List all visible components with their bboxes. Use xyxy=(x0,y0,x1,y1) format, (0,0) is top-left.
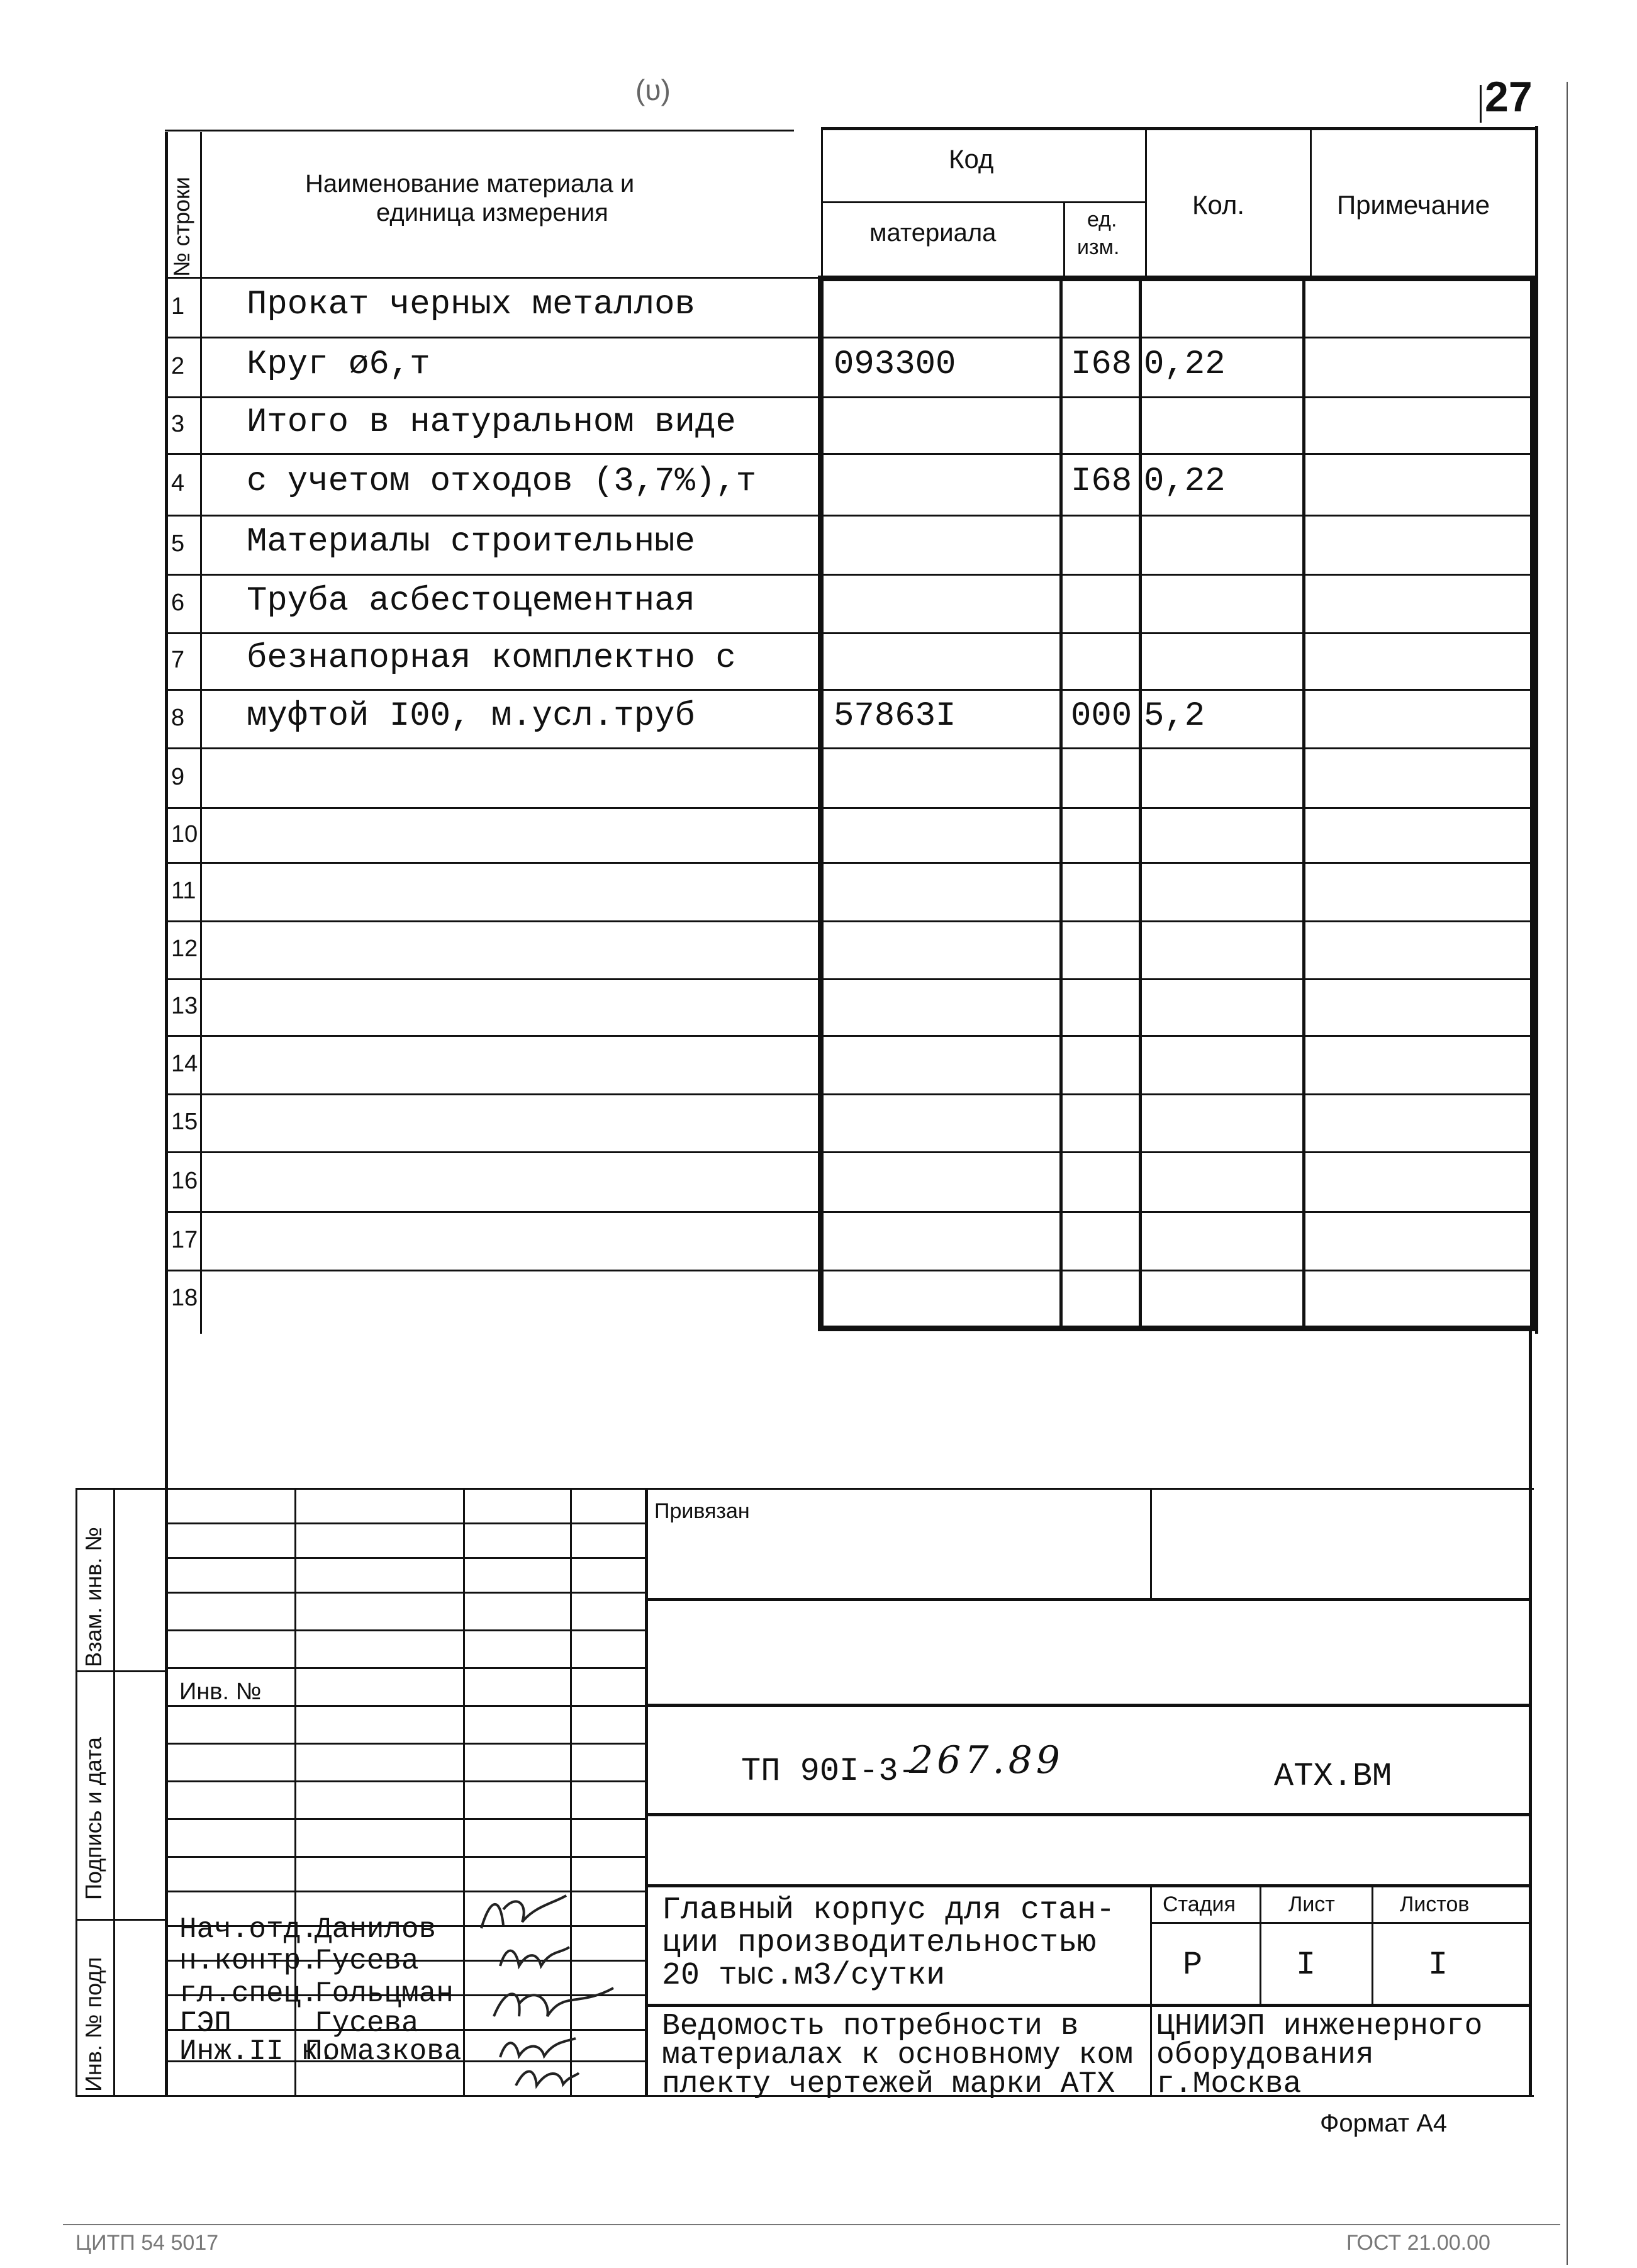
row-divider xyxy=(165,574,1533,576)
side-column-right xyxy=(113,1488,115,2095)
row-number: 8 xyxy=(171,704,185,731)
page-number: 27 xyxy=(1485,73,1533,121)
signatory-name: Гусева xyxy=(315,1945,419,1977)
doc-mark: АТХ.ВМ xyxy=(1274,1758,1392,1795)
row-divider xyxy=(165,978,1533,980)
row-number: 6 xyxy=(171,589,185,616)
row-number: 10 xyxy=(171,820,198,847)
page-number-tick xyxy=(1480,85,1482,123)
hdr-qty: Кол. xyxy=(1192,190,1245,220)
hdr-code-split xyxy=(821,201,1145,203)
row-name: Труба асбестоцементная xyxy=(247,581,695,620)
rs-line-1 xyxy=(645,1598,1532,1601)
row-divider xyxy=(165,747,1533,749)
row-code: 093300 xyxy=(834,345,956,384)
body-col-note-left xyxy=(1302,276,1305,1331)
signatory-role: н.контр. xyxy=(179,1945,318,1977)
hdr-unit-1: ед. xyxy=(1087,208,1117,232)
table-col-num-right xyxy=(200,132,202,1334)
hdr-row-number: № строки xyxy=(169,176,194,277)
row-number: 13 xyxy=(171,993,198,1019)
privyazan-label: Привязан xyxy=(654,1499,750,1523)
rs-col-stage xyxy=(1150,1884,1152,2095)
stamp-grid-line xyxy=(165,1705,645,1707)
org-line-3: г.Москва xyxy=(1156,2067,1302,2101)
bottom-rule xyxy=(63,2224,1560,2225)
stamp-grid-line xyxy=(165,1818,645,1820)
row-number: 3 xyxy=(171,411,185,437)
signature-danilov xyxy=(478,1891,573,1941)
body-col-code-left xyxy=(818,276,824,1331)
table-border-left xyxy=(165,132,168,2095)
table-top-line xyxy=(165,130,794,131)
doc-code-prefix: ТП 90I-3- xyxy=(741,1753,918,1790)
row-divider xyxy=(165,689,1533,691)
scan-mark-bottom-left: ЦИТП 54 5017 xyxy=(75,2231,219,2255)
hdr-unit-2: изм. xyxy=(1077,235,1120,259)
row-number: 17 xyxy=(171,1226,198,1253)
row-number: 12 xyxy=(171,936,198,962)
signature-goltsman xyxy=(491,1982,617,2026)
row-qty: 0,22 xyxy=(1144,462,1226,501)
stamp-grid-line xyxy=(165,1780,645,1782)
row-divider xyxy=(165,1151,1533,1153)
row-divider xyxy=(165,632,1533,634)
signatory-role: ГЭП xyxy=(179,2007,232,2040)
stamp-grid-line xyxy=(165,1592,645,1594)
sheets-value: I xyxy=(1428,1947,1448,1984)
rs-line-3 xyxy=(645,1813,1532,1816)
row-name: безнапорная комплектно с xyxy=(247,639,736,678)
sheet-label: Лист xyxy=(1288,1892,1335,1916)
stamp-grid-line xyxy=(165,1557,645,1559)
stamp-grid-line xyxy=(165,1743,645,1745)
org-line-2: оборудования xyxy=(1156,2038,1374,2072)
stamp-outer-left xyxy=(75,1488,77,2095)
rs-line-5 xyxy=(645,2004,1532,2007)
hdr-material: материала xyxy=(869,219,997,247)
title-line-2: ции производительностью xyxy=(662,1925,1097,1961)
row-divider xyxy=(165,1270,1533,1271)
row-name: Итого в натуральном виде xyxy=(247,403,736,442)
stamp-grid-line xyxy=(165,1522,645,1524)
row-divider xyxy=(165,920,1533,922)
stamp-grid-line xyxy=(165,1891,645,1892)
stamp-grid-c2 xyxy=(463,1488,465,2095)
row-number: 15 xyxy=(171,1109,198,1135)
body-left-top xyxy=(165,277,819,279)
hdr-code: Код xyxy=(949,144,994,174)
hdr-note: Примечание xyxy=(1337,190,1490,220)
row-number: 4 xyxy=(171,470,185,496)
signatory-role: Нач.отд. xyxy=(179,1913,318,1946)
signatory-name: Данилов xyxy=(315,1913,437,1946)
rs-stage-hdr-line xyxy=(1150,1922,1531,1924)
signature-guseva-2 xyxy=(497,2032,579,2064)
row-number: 1 xyxy=(171,293,185,320)
rs-col-sheet xyxy=(1260,1884,1261,2004)
row-qty: 5,2 xyxy=(1144,696,1205,735)
row-divider xyxy=(165,337,1533,338)
stage-value: Р xyxy=(1183,1947,1203,1984)
row-divider xyxy=(165,1035,1533,1037)
row-name: Круг ø6,т xyxy=(247,345,430,384)
row-number: 14 xyxy=(171,1050,198,1077)
hdr-unit-left xyxy=(1063,201,1065,278)
hdr-qty-left xyxy=(1145,127,1147,278)
row-divider xyxy=(165,807,1533,809)
stamp-grid-line xyxy=(165,1856,645,1858)
row-divider xyxy=(165,1211,1533,1213)
inv-no-label: Инв. № xyxy=(179,1679,262,1705)
hdr-name-2: единица измерения xyxy=(376,199,608,226)
stamp-right xyxy=(1529,1327,1532,2096)
row-divider xyxy=(165,1093,1533,1095)
body-col-qty-left xyxy=(1139,276,1142,1331)
row-number: 11 xyxy=(171,877,196,904)
row-name: Материалы строительные xyxy=(247,523,695,561)
side-split-1 xyxy=(75,1670,167,1672)
signatory-name: Помазкова xyxy=(305,2035,462,2068)
body-box-top xyxy=(818,276,1538,281)
hdr-note-left xyxy=(1310,127,1312,278)
scan-mark-bottom-right: ГОСТ 21.00.00 xyxy=(1346,2231,1490,2255)
signatory-role: Инж.II к. xyxy=(179,2035,336,2068)
row-divider xyxy=(165,862,1533,864)
row-name: с учетом отходов (3,7%),т xyxy=(247,462,757,501)
side-label-inv-podl: Инв. № подл xyxy=(81,1957,106,2092)
side-label-podpis: Подпись и дата xyxy=(81,1737,106,1900)
row-name: Прокат черных металлов xyxy=(247,285,695,324)
row-unit: 000 xyxy=(1071,696,1132,735)
signatory-name: Гольцман xyxy=(315,1977,454,2010)
desc-line-3: плекту чертежей марки АТХ xyxy=(662,2067,1115,2101)
row-name: муфтой I00, м.усл.труб xyxy=(247,696,695,735)
signatory-name: Гусева xyxy=(315,2007,419,2040)
stamp-grid-line xyxy=(165,1667,645,1669)
format-label: Формат А4 xyxy=(1320,2109,1448,2137)
doc-code-handwritten: 267.89 xyxy=(909,1738,1064,1782)
row-number: 5 xyxy=(171,530,185,557)
signatory-role: гл.спец. xyxy=(179,1977,318,2010)
row-number: 7 xyxy=(171,647,185,673)
scan-mark-top: (υ) xyxy=(635,74,671,106)
hdr-name-1: Наименование материала и xyxy=(305,170,635,198)
rs-line-4 xyxy=(645,1884,1532,1887)
desc-line-1: Ведомость потребности в xyxy=(662,2009,1079,2043)
title-line-1: Главный корпус для стан- xyxy=(662,1892,1115,1928)
row-code: 57863I xyxy=(834,696,956,735)
row-unit: I68 xyxy=(1071,462,1132,501)
row-divider xyxy=(165,453,1533,455)
row-number: 9 xyxy=(171,763,185,790)
row-number: 18 xyxy=(171,1285,198,1311)
body-box-right xyxy=(1530,276,1536,1331)
desc-line-2: материалах к основному ком xyxy=(662,2038,1133,2072)
row-qty: 0,22 xyxy=(1144,345,1226,384)
signature-guseva-1 xyxy=(497,1938,573,1975)
table-top-line-right xyxy=(821,127,1538,130)
side-label-vzam: Взам. инв. № xyxy=(81,1526,106,1667)
row-divider xyxy=(165,396,1533,398)
row-divider xyxy=(165,515,1533,517)
privyazan-split xyxy=(1150,1488,1152,1598)
scan-edge-right xyxy=(1567,82,1568,2265)
signature-pomazkova xyxy=(513,2060,582,2092)
body-box-bottom xyxy=(818,1326,1538,1331)
body-col-unit-left xyxy=(1059,276,1063,1331)
org-line-1: ЦНИИЭП инженерного xyxy=(1156,2009,1483,2043)
rs-col-sheets xyxy=(1372,1884,1373,2004)
sheets-label: Листов xyxy=(1400,1892,1470,1916)
title-line-3: 20 тыс.м3/сутки xyxy=(662,1958,946,1994)
row-number: 2 xyxy=(171,352,185,379)
stage-label: Стадия xyxy=(1163,1892,1236,1916)
rs-line-2 xyxy=(645,1704,1532,1707)
row-number: 16 xyxy=(171,1167,198,1194)
row-unit: I68 xyxy=(1071,345,1132,384)
stamp-grid-line xyxy=(165,1629,645,1631)
side-split-2 xyxy=(75,1919,167,1921)
sheet-value: I xyxy=(1296,1947,1316,1984)
